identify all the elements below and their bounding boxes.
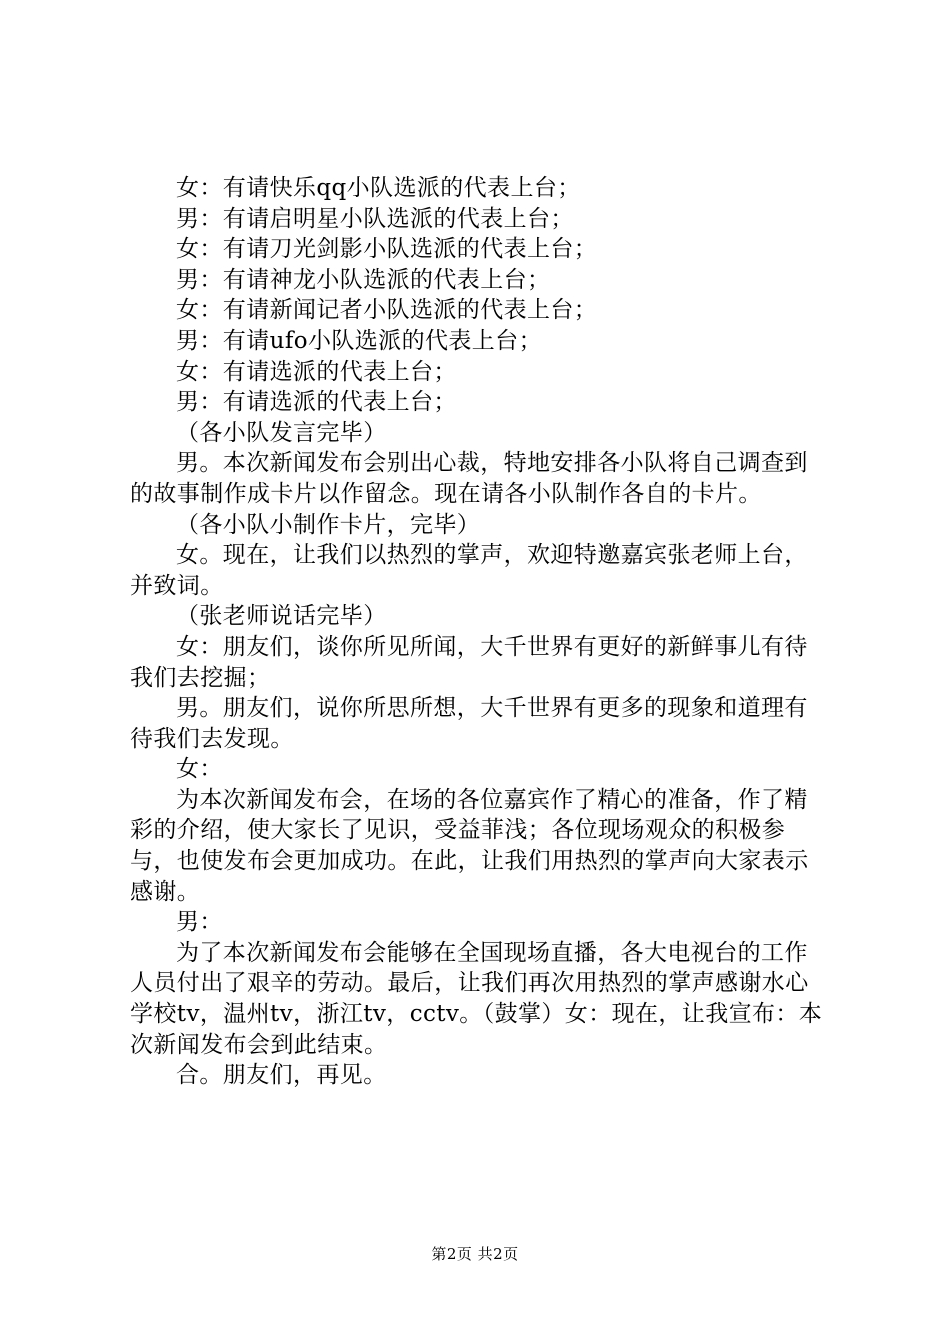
paragraph: （各小队发言完毕）: [176, 419, 387, 446]
paragraph: 女：有请刀光剑影小队选派的代表上台；: [176, 236, 598, 263]
paragraph: 男。本次新闻发布会别出心裁，特地安排各小队将自己调查到的故事制作成卡片以作留念。现在请各小队制作各自的卡片。: [130, 450, 808, 507]
paragraph: 女：有请新闻记者小队选派的代表上台；: [176, 297, 598, 324]
document-body: [130, 173, 830, 1091]
paragraph: 为本次新闻发布会，在场的各位嘉宾作了精心的准备，作了精彩的介绍，使大家长了见识，受益菲浅；各位现场观众的积极参与，也使发布会更加成功。在此，让我们用热烈的掌声向大家表示感谢。: [130, 786, 809, 905]
paragraph: （各小队小制作卡片，完毕）: [176, 511, 481, 538]
paragraph: 女：朋友们，谈你所见所闻，大千世界有更好的新鲜事儿有待我们去挖掘；: [130, 633, 808, 691]
paragraph: 女：有请选派的代表上台；: [176, 358, 457, 385]
paragraph: 女：有请快乐qq小队选派的代表上台；: [176, 175, 581, 201]
paragraph: 女：: [176, 756, 223, 783]
page-number: 第2页 共2页: [431, 1245, 519, 1263]
paragraph: 男：有请ufo小队选派的代表上台；: [176, 327, 542, 354]
paragraph: 男：有请启明星小队选派的代表上台；: [176, 205, 574, 232]
paragraph: 男：有请神龙小队选派的代表上台；: [176, 266, 551, 293]
paragraph: 为了本次新闻发布会能够在全国现场直播，各大电视台的工作人员付出了艰辛的劳动。最后，让我们再次用热烈的掌声感谢水心学校tv，温州tv，浙江tv，cctv。（鼓掌）女：现在，让我宣布：本次新闻发布会到此结束。: [130, 939, 823, 1058]
paragraph: （张老师说话完毕）: [176, 603, 387, 630]
paragraph: 男。朋友们，说你所思所想，大千世界有更多的现象和道理有待我们去发现。: [130, 695, 808, 752]
paragraph: 女。现在，让我们以热烈的掌声，欢迎特邀嘉宾张老师上台，并致词。: [130, 542, 808, 599]
paragraph: 男：有请选派的代表上台；: [176, 389, 457, 416]
page-footer: [0, 1244, 950, 1264]
paragraph: 合。朋友们，再见。: [176, 1062, 387, 1089]
paragraph: 男：: [176, 909, 223, 936]
